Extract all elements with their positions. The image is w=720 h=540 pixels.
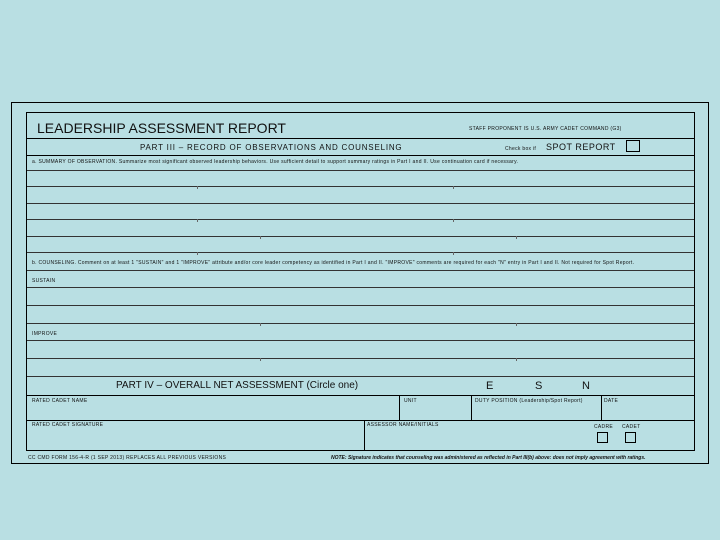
sustain-label: SUSTAIN bbox=[32, 278, 56, 284]
field-divider bbox=[399, 395, 400, 420]
line-tick bbox=[197, 186, 198, 189]
date-label: DATE bbox=[604, 398, 619, 404]
cadet-label: CADET bbox=[622, 424, 641, 430]
line-tick bbox=[260, 236, 261, 239]
assessment-option-s[interactable]: S bbox=[535, 380, 543, 392]
assessment-option-n[interactable]: N bbox=[582, 380, 590, 392]
writing-line[interactable] bbox=[27, 376, 694, 377]
form-title: LEADERSHIP ASSESSMENT REPORT bbox=[37, 120, 286, 136]
cadet-checkbox[interactable] bbox=[625, 432, 636, 443]
part4-divider bbox=[27, 395, 694, 396]
cadre-checkbox[interactable] bbox=[597, 432, 608, 443]
summary-of-observation-label: a. SUMMARY OF OBSERVATION. Summarize most significant observed leadership behaviors. Use sufficient detail to support summary ratings in Part I and II. Use continuation card if necessary. bbox=[32, 159, 519, 165]
part3-title: PART III – RECORD OF OBSERVATIONS AND COUNSELING bbox=[140, 143, 403, 152]
writing-line[interactable] bbox=[27, 186, 694, 187]
writing-line[interactable] bbox=[27, 203, 694, 204]
spot-report-label: SPOT REPORT bbox=[546, 142, 616, 152]
assessment-option-e[interactable]: E bbox=[486, 380, 494, 392]
unit-label: UNIT bbox=[404, 398, 417, 404]
field-divider bbox=[471, 395, 472, 420]
line-tick bbox=[260, 358, 261, 361]
part4-title: PART IV – OVERALL NET ASSESSMENT (Circle one) bbox=[116, 380, 359, 391]
line-tick bbox=[516, 236, 517, 239]
field-divider bbox=[601, 395, 602, 420]
counseling-label: b. COUNSELING. Comment on at least 1 "SUSTAIN" and 1 "IMPROVE" attribute and/or core leader competency as identified in Part I and II. "IMPROVE" comments are required for each "N" entry in Part I and II. Not required for Spot Report. bbox=[32, 260, 635, 266]
section-a-top bbox=[27, 155, 694, 156]
writing-line[interactable] bbox=[27, 305, 694, 306]
writing-line[interactable] bbox=[27, 287, 694, 288]
writing-line[interactable] bbox=[27, 170, 694, 171]
line-tick bbox=[197, 219, 198, 222]
writing-line[interactable] bbox=[27, 358, 694, 359]
fields-divider bbox=[27, 420, 694, 421]
signature-note: NOTE: Signature indicates that counseling was administered as reflected in Part III(b) above: does not imply agreement with ratings. bbox=[331, 455, 646, 461]
improve-label: IMPROVE bbox=[32, 331, 58, 337]
writing-line[interactable] bbox=[27, 323, 694, 324]
line-tick bbox=[453, 186, 454, 189]
rated-cadet-name-label: RATED CADET NAME bbox=[32, 398, 88, 404]
line-tick bbox=[516, 323, 517, 326]
line-tick bbox=[453, 252, 454, 255]
writing-line[interactable] bbox=[27, 340, 694, 341]
line-tick bbox=[453, 219, 454, 222]
line-tick bbox=[197, 252, 198, 255]
writing-line[interactable] bbox=[27, 219, 694, 220]
header-divider bbox=[27, 138, 694, 139]
writing-line[interactable] bbox=[27, 270, 694, 271]
writing-line[interactable] bbox=[27, 236, 694, 237]
rated-cadet-signature-label: RATED CADET SIGNATURE bbox=[32, 422, 104, 428]
spot-report-checkbox[interactable] bbox=[626, 140, 640, 152]
check-hint: Check box if bbox=[505, 146, 537, 152]
form-id: CC CMD FORM 156-4-R (1 SEP 2013) REPLACES ALL PREVIOUS VERSIONS bbox=[28, 455, 227, 461]
writing-line[interactable] bbox=[27, 252, 694, 253]
cadre-label: CADRE bbox=[594, 424, 614, 430]
field-divider bbox=[364, 420, 365, 451]
line-tick bbox=[260, 323, 261, 326]
staff-proponent: STAFF PROPONENT IS U.S. ARMY CADET COMMAND (G3) bbox=[469, 126, 622, 132]
assessor-name-label: ASSESSOR NAME/INITIALS bbox=[367, 422, 439, 428]
line-tick bbox=[516, 358, 517, 361]
duty-position-label: DUTY POSITION (Leadership/Spot Report) bbox=[475, 398, 583, 404]
